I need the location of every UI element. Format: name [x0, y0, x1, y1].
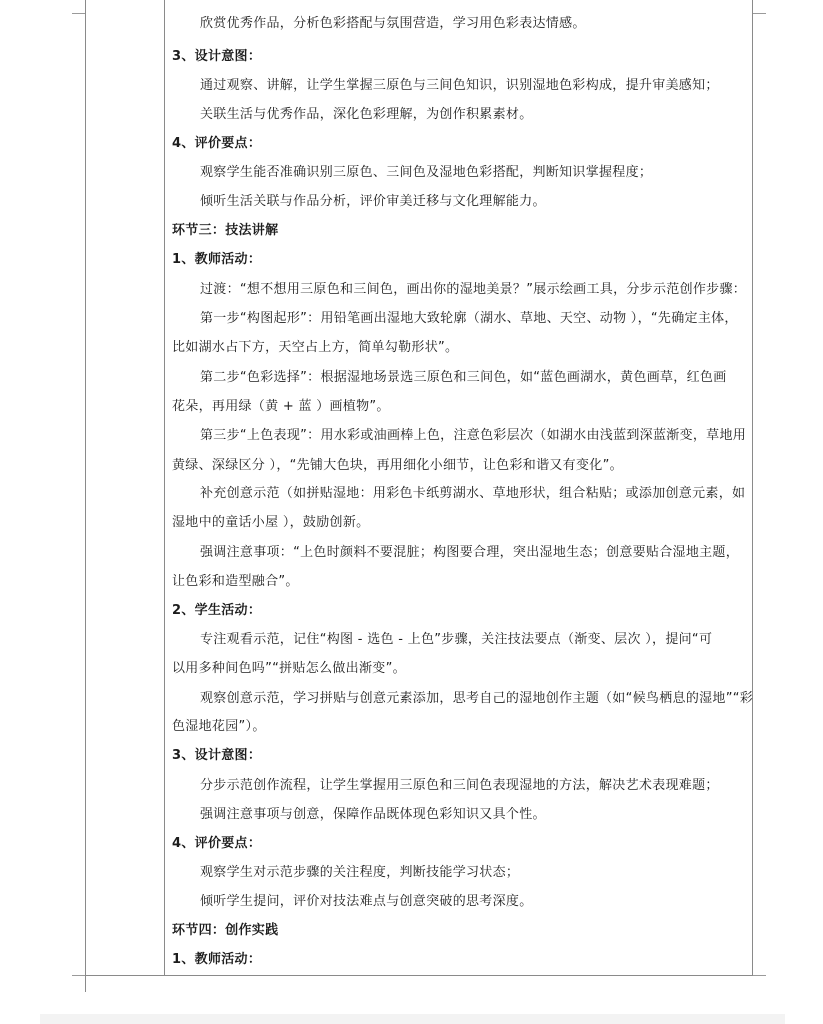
paragraph-line: 关联生活与优秀作品，深化色彩理解，为创作积累素材。 [200, 107, 533, 122]
section-heading: 环节三：技法讲解 [172, 223, 279, 238]
paragraph-line: 强调注意事项与创意，保障作品既体现色彩知识又具个性。 [200, 807, 546, 822]
section-heading: 4、评价要点： [172, 136, 262, 151]
section-heading: 2、学生活动： [172, 603, 262, 618]
table-column-divider [164, 0, 165, 976]
paragraph-line: 倾听学生提问，评价对技法难点与创意突破的思考深度。 [200, 894, 533, 909]
paragraph-line: 花朵，再用绿（黄 + 蓝 ）画植物”。 [172, 399, 390, 414]
section-heading: 1、教师活动： [172, 252, 262, 267]
paragraph-line: 色湿地花园”）。 [172, 719, 266, 734]
crop-mark [72, 13, 86, 14]
paragraph-line: 通过观察、讲解，让学生掌握三原色与三间色知识，识别湿地色彩构成，提升审美感知； [200, 78, 719, 93]
paragraph-line: 观察学生对示范步骤的关注程度，判断技能学习状态； [200, 865, 520, 880]
paragraph-line: 湿地中的童话小屋 ），鼓励创新。 [172, 515, 370, 530]
paragraph-line: 观察学生能否准确识别三原色、三间色及湿地色彩搭配，判断知识掌握程度； [200, 165, 653, 180]
paragraph-line: 补充创意示范（如拼贴湿地：用彩色卡纸剪湖水、草地形状，组合粘贴；或添加创意元素，如 [200, 486, 746, 501]
crop-mark [752, 975, 766, 976]
page-footer-shadow [40, 1014, 785, 1024]
crop-mark [72, 975, 86, 976]
paragraph-line: 过渡：“想不想用三原色和三间色，画出你的湿地美景？”展示绘画工具，分步示范创作步骤： [200, 282, 747, 297]
paragraph-line: 欣赏优秀作品，分析色彩搭配与氛围营造，学习用色彩表达情感。 [200, 16, 586, 31]
paragraph-line: 第二步“色彩选择”：根据湿地场景选三原色和三间色，如“蓝色画湖水，黄色画草，红色画 [200, 370, 727, 385]
paragraph-line: 以用多种间色吗”“拼贴怎么做出渐变”。 [172, 661, 406, 676]
paragraph-line: 分步示范创作流程，让学生掌握用三原色和三间色表现湿地的方法，解决艺术表现难题； [200, 778, 719, 793]
table-border-bottom [85, 975, 753, 976]
paragraph-line: 比如湖水占下方，天空占上方，简单勾勒形状”。 [172, 340, 459, 355]
section-heading: 3、设计意图： [172, 748, 262, 763]
table-border-left [85, 0, 86, 992]
paragraph-line: 强调注意事项：“上色时颜料不要混脏；构图要合理，突出湿地生态；创意要贴合湿地主题， [200, 545, 740, 560]
crop-mark [752, 13, 766, 14]
paragraph-line: 第一步“构图起形”：用铅笔画出湿地大致轮廓（湖水、草地、天空、动物 ），“先确定主体， [200, 311, 738, 326]
section-heading: 1、教师活动： [172, 952, 262, 967]
paragraph-line: 黄绿、深绿区分 ），“先铺大色块，再用细化小细节，让色彩和谐又有变化”。 [172, 458, 623, 473]
paragraph-line: 让色彩和造型融合”。 [172, 574, 299, 589]
paragraph-line: 倾听生活关联与作品分析，评价审美迁移与文化理解能力。 [200, 194, 546, 209]
section-heading: 3、设计意图： [172, 49, 262, 64]
paragraph-line: 观察创意示范，学习拼贴与创意元素添加，思考自己的湿地创作主题（如“候鸟栖息的湿地”“彩 [200, 691, 754, 706]
paragraph-line: 专注观看示范，记住“构图 - 选色 - 上色”步骤，关注技法要点（渐变、层次 ），提问“可 [200, 632, 713, 647]
section-heading: 环节四：创作实践 [172, 923, 279, 938]
section-heading: 4、评价要点： [172, 836, 262, 851]
table-border-right [752, 0, 753, 976]
paragraph-line: 第三步“上色表现”：用水彩或油画棒上色，注意色彩层次（如湖水由浅蓝到深蓝渐变，草地用 [200, 428, 747, 443]
